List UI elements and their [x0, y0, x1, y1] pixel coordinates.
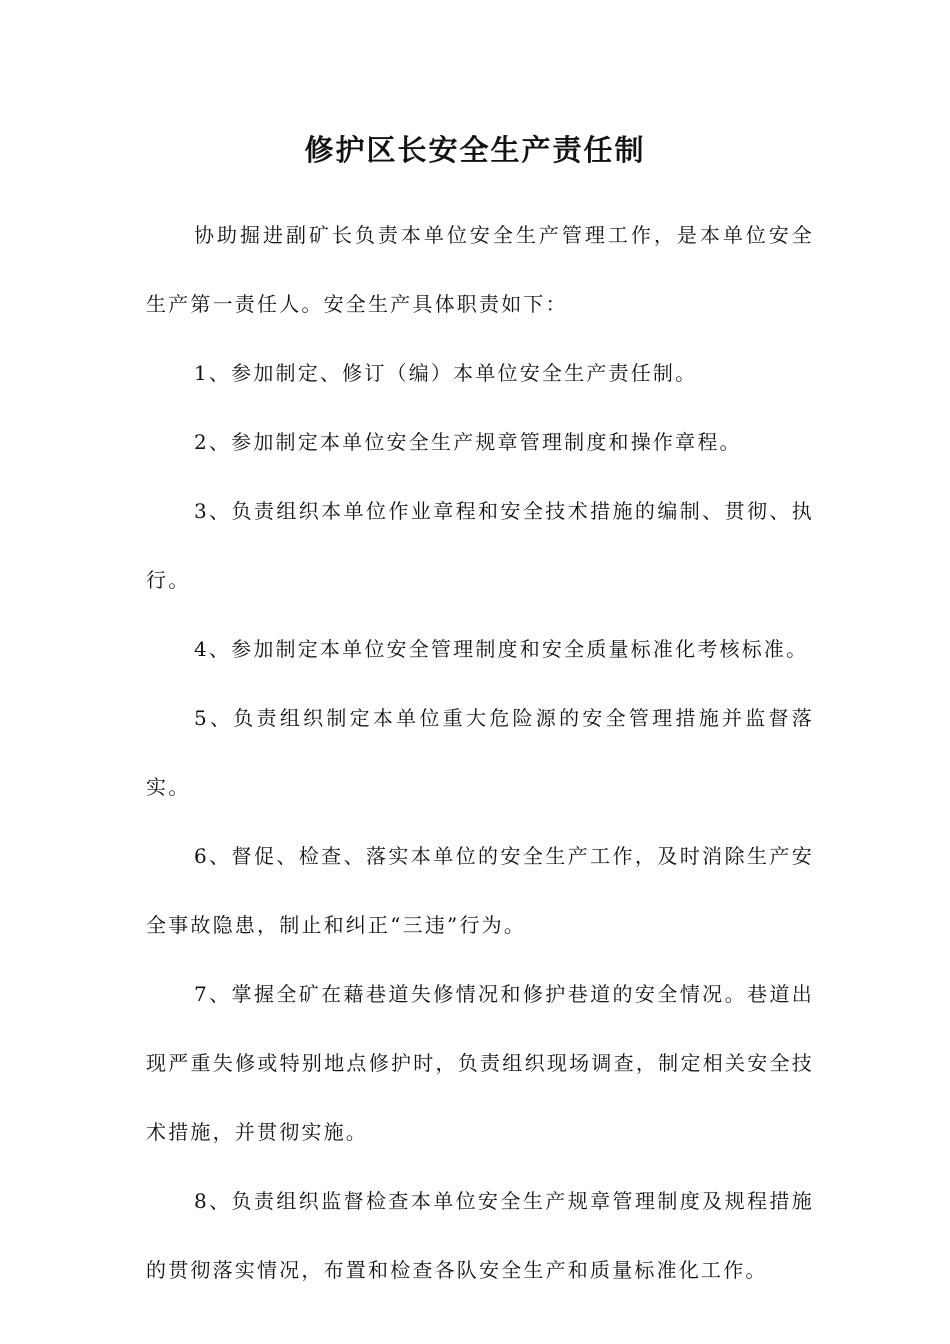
duty-item-2: 2、参加制定本单位安全生产规章管理制度和操作章程。 — [194, 430, 742, 454]
duty-item-5: 5、负责组织制定本单位重大危险源的安全管理措施并监督落实。 — [146, 706, 814, 799]
duty-item-6: 6、督促、检查、落实本单位的安全生产工作，及时消除生产安全事故隐患，制止和纠正“三违”行为。 — [146, 844, 814, 937]
document-title: 修护区长安全生产责任制 — [304, 133, 646, 167]
duty-item-3: 3、负责组织本单位作业章程和安全技术措施的编制、贯彻、执行。 — [146, 499, 814, 592]
duty-item-8: 8、负责组织监督检查本单位安全生产规章管理制度及规程措施的贯彻落实情况，布置和检查各队安全生产和质量标准化工作。 — [146, 1189, 814, 1282]
duty-item-4: 4、参加制定本单位安全管理制度和安全质量标准化考核标准。 — [194, 637, 809, 661]
document-body — [146, 201, 814, 1305]
duty-item-1: 1、参加制定、修订（编）本单位安全生产责任制。 — [194, 361, 698, 385]
duty-item-7: 7、掌握全矿在藉巷道失修情况和修护巷道的安全情况。巷道出现严重失修或特别地点修护时，负责组织现场调查，制定相关安全技术措施，并贯彻实施。 — [146, 982, 814, 1144]
intro-paragraph: 协助掘进副矿长负责本单位安全生产管理工作，是本单位安全生产第一责任人。安全生产具体职责如下： — [146, 223, 814, 316]
